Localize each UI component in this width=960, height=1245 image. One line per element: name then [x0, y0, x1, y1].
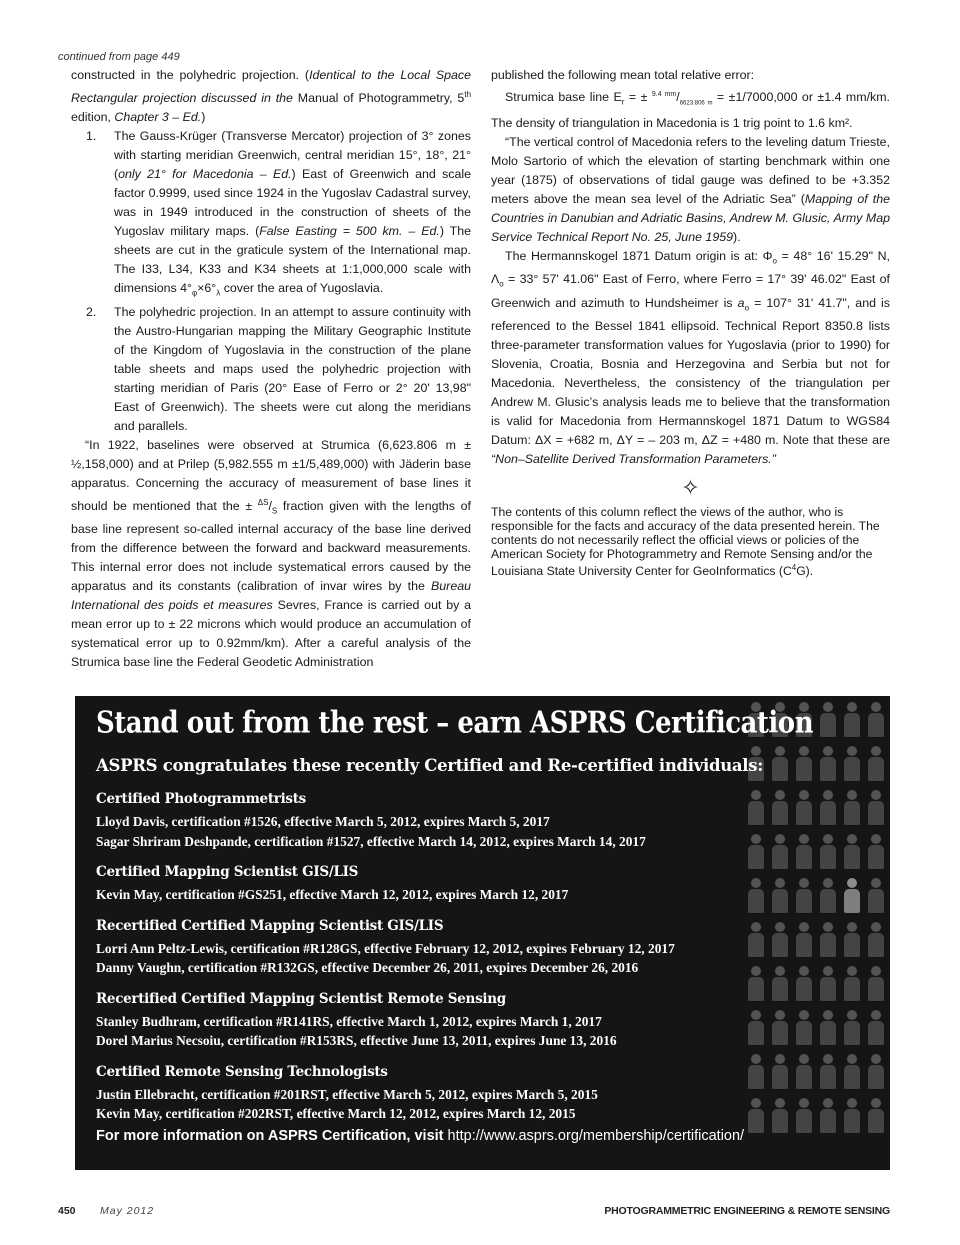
superscript: 9.4 mm: [651, 91, 677, 98]
certified-person: Dorel Marius Necsoiu, certification #R153RS, effective June 13, 2011, expires June 13, 2016: [96, 1033, 617, 1048]
person-silhouette-icon: [864, 1092, 888, 1136]
text-run: ) The sheets are cut in the graticule system of the International map. The I33, L34, K33 and K34 sheets at 1:1,000,000 scale with dimensions 4°: [114, 224, 472, 296]
person-silhouette-icon: [768, 872, 792, 916]
certified-person: Lloyd Davis, certification #1526, effective March 5, 2012, expires March 5, 2017: [96, 814, 550, 829]
list-item: [71, 127, 471, 302]
text-run: = 33° 57' 41.06" East of Ferro, where Ferro = 17° 39' 46.02" East of Greenwich and azimuth to Hundsheimer is: [491, 272, 890, 310]
person-silhouette-icon: [816, 784, 840, 828]
text-run: /: [268, 498, 272, 513]
text-run: Sevres, France is carried out by a mean error up to ± 22 microns which would produce an accumulation of systematical error up to 0.92mm/km). After a careful analysis of the Strumica base line the Federal Geodetic Administration: [71, 598, 471, 670]
banner-subtitle: ASPRS congratulates these recently Certified and Re-certified individuals:: [96, 756, 764, 775]
right-column: [491, 66, 890, 578]
page-number: 450: [58, 1205, 76, 1217]
person-silhouette-icon: [816, 960, 840, 1004]
person-silhouette-icon: [816, 872, 840, 916]
four-point-star-ornament-icon: ✧: [681, 475, 700, 500]
journal-name: PHOTOGRAMMETRIC ENGINEERING & REMOTE SENSING: [604, 1205, 890, 1217]
certification-link[interactable]: http://www.asprs.org/membership/certification/: [447, 1128, 745, 1144]
person-silhouette-icon: [816, 1048, 840, 1092]
person-silhouette-icon: [816, 916, 840, 960]
text-run: ): [201, 110, 206, 125]
text-run: Manual of Photogrammetry, 5: [292, 91, 465, 106]
person-silhouette-icon: [768, 1004, 792, 1048]
cert-group: [96, 917, 756, 978]
paragraph-published: published the following mean total relative error:: [491, 68, 755, 82]
superscript: 4: [791, 563, 797, 572]
left-column: [71, 66, 471, 672]
cert-group: [96, 863, 756, 905]
person-silhouette-icon: [768, 1048, 792, 1092]
cert-group-heading: Recertified Certified Mapping Scientist GIS/LIS: [96, 917, 444, 934]
person-silhouette-icon: [864, 872, 888, 916]
people-silhouette-pattern: [743, 696, 890, 1170]
banner-info: [96, 1128, 744, 1144]
person-silhouette-icon: [840, 1048, 864, 1092]
italic-run: “Non–Satellite Derived Transformation Parameters.”: [491, 452, 776, 466]
text-run: fraction given with the lengths of base line represent so-called internal accuracy of the base line derived from the difference between the forward and backward measurements. This internal error does not include systematical errors caused by the apparatus and its constants (calibration of invar wires by the: [71, 498, 471, 594]
cert-group-heading: Certified Mapping Scientist GIS/LIS: [96, 864, 359, 880]
person-silhouette-icon: [864, 916, 888, 960]
paragraph-strumica: [491, 85, 890, 133]
subscript: o: [744, 303, 750, 312]
superscript: ΔS: [257, 497, 269, 507]
person-silhouette-icon: [792, 960, 816, 1004]
superscript: th: [464, 90, 472, 99]
list-number: 1.: [86, 129, 97, 144]
person-silhouette-icon: [864, 1004, 888, 1048]
subscript: φ: [191, 288, 198, 298]
text-run: The contents of this column reflect the views of the author, who is responsible for the facts and accuracy of the data presented herein. The contents do not necessarily reflect the official views or policies of the American Society for Photogrammetry and Remote Sensing and/or the Louisiana State University Center for GeoInformatics (C: [491, 505, 880, 579]
text-run: G).: [796, 564, 814, 579]
person-silhouette-icon: [816, 1004, 840, 1048]
cert-group-heading: Recertified Certified Mapping Scientist Remote Sensing: [96, 990, 506, 1007]
paragraph-datum: [491, 247, 890, 469]
text-run: The Hermannskogel 1871 Datum origin is at: Φ: [505, 248, 773, 263]
person-silhouette-icon: [792, 1004, 816, 1048]
person-silhouette-icon: [792, 740, 816, 784]
paragraph-intro: [71, 66, 471, 127]
person-silhouette-icon: [840, 916, 864, 960]
person-silhouette-icon: [840, 1092, 864, 1136]
person-silhouette-icon: [864, 696, 888, 740]
certified-person: Sagar Shriram Deshpande, certification #1527, effective March 14, 2012, expires March 14, 2017: [96, 833, 646, 849]
certified-person: Danny Vaughn, certification #R132GS, effective December 26, 2011, expires December 26, 2016: [96, 960, 639, 975]
list-number: 2.: [86, 304, 97, 319]
banner-title: Stand out from the rest – earn ASPRS Certification: [96, 706, 814, 741]
text-run: ×6°: [197, 281, 217, 296]
person-silhouette-icon: [840, 828, 864, 872]
text-run: /: [676, 90, 680, 105]
person-silhouette-icon: [840, 960, 864, 1004]
person-silhouette-icon: [792, 784, 816, 828]
cert-group: [96, 990, 756, 1051]
italic-run: Chapter 3 – Ed.: [114, 110, 202, 125]
text-run: “In 1922, baselines were observed at Strumica (6,623.806 m ± ½,158,000) and at Prilep (5,982.555 m ±1/5,489,000) with Jäderin base apparatus. Concerning the accuracy of measurement of base lines it should be mentioned that the ±: [71, 437, 471, 513]
person-silhouette-icon: [792, 828, 816, 872]
cert-group-heading: Certified Photogrammetrists: [96, 791, 306, 807]
text-run: cover the area of Yugoslavia.: [220, 281, 384, 296]
text-run: edition,: [71, 110, 115, 125]
text-run: The Gauss-Krüger (Transverse Mercator) projection of 3° zones with starting meridian Greenwich, central meridian 15°, 18°, 21° (: [114, 129, 471, 182]
cert-group: [96, 1063, 756, 1124]
person-silhouette-icon: [768, 784, 792, 828]
disclaimer: [491, 505, 890, 578]
person-silhouette-icon: [840, 740, 864, 784]
person-silhouette-icon: [768, 1092, 792, 1136]
paragraph-vertical-control: [491, 133, 890, 247]
italic-run: a: [737, 295, 745, 310]
text-run: The polyhedric projection. In an attempt to assure continuity with the Austro-Hungarian mapping the Military Geographic Institute of the Kingdom of Yugoslavia in the construction of the plane table sheets and maps used the polyhedric projection with starting meridian of Paris (20° Ease of Ferro or 2° 20' 13,98" East of Greenwich). The sheets were cut along the meridians and parallels.: [114, 304, 471, 433]
text-run: Strumica base line E: [505, 90, 622, 105]
certified-person: Lorri Ann Peltz-Lewis, certification #R128GS, effective February 12, 2012, expires February 12, 2017: [96, 940, 675, 956]
text-run: constructed in the polyhedric projection. (: [71, 68, 310, 82]
person-silhouette-icon: [792, 1092, 816, 1136]
person-silhouette-icon: [864, 740, 888, 784]
text-run: “The vertical control of Macedonia refers to the leveling datum Trieste, Molo Sartorio of which the elevation of starting benchmark within one year (1875) of observations of tidal gauge was defined to be +3.352 meters above the mean sea level of the Adriatic Sea” (: [491, 134, 890, 206]
person-silhouette-icon: [840, 872, 864, 916]
person-silhouette-icon: [864, 828, 888, 872]
person-silhouette-icon: [768, 740, 792, 784]
certified-person: Kevin May, certification #GS251, effective March 12, 2012, expires March 12, 2017: [96, 887, 569, 902]
subscript: S: [271, 506, 278, 516]
text-run: ) East of Greenwich and scale factor 0.9999, used since 1924 in the Yugoslav Cadastral survey, was in 1949 introduced in the construction of sheets of the Yugoslav military maps. (: [114, 167, 471, 239]
person-silhouette-icon: [768, 916, 792, 960]
subscript: λ: [216, 288, 221, 298]
subscript: o: [499, 279, 504, 289]
text-run: = ±: [624, 90, 652, 105]
issue-date: May 2012: [100, 1205, 155, 1217]
italic-run: Identical to the Local Space Rectangular projection discussed in the: [71, 68, 472, 106]
person-silhouette-icon: [816, 1092, 840, 1136]
cert-group: [96, 790, 756, 851]
text-run: = 48° 16' 15.29" N, Λ: [491, 248, 890, 287]
person-silhouette-icon: [768, 828, 792, 872]
person-silhouette-icon: [816, 740, 840, 784]
list-item: [71, 303, 471, 436]
italic-run: Bureau International des poids et measures: [71, 579, 471, 613]
person-silhouette-icon: [792, 916, 816, 960]
numbered-list: [71, 127, 471, 435]
text-run: ).: [733, 229, 741, 244]
person-silhouette-icon: [840, 1004, 864, 1048]
italic-run: Mapping of the Countries in Danubian and Adriatic Basins, Andrew M. Glusic, Army Map Service Technical Report No. 25, June 1959: [491, 191, 890, 244]
asprs-certification-banner: [75, 696, 890, 1170]
info-label: For more information on ASPRS Certification, visit: [96, 1128, 448, 1144]
person-silhouette-icon: [864, 1048, 888, 1092]
italic-run: False Easting = 500 km. – Ed.: [259, 224, 440, 239]
subscript: r: [621, 97, 625, 107]
certification-list: [96, 790, 756, 1136]
text-run: = ±1/7000,000 or ±1.4 mm/km. The density of triangulation in Macedonia is 1 trig point to 1.6 km².: [491, 90, 890, 130]
certified-person: Stanley Budhram, certification #R141RS, effective March 1, 2012, expires March 1, 2017: [96, 1013, 602, 1029]
subscript: o: [772, 256, 777, 266]
cert-group-heading: Certified Remote Sensing Technologists: [96, 1063, 388, 1080]
person-silhouette-icon: [840, 784, 864, 828]
italic-run: only 21° for Macedonia – Ed.: [118, 167, 292, 182]
certified-person: Kevin May, certification #202RST, effective March 12, 2012, expires March 12, 2015: [96, 1106, 576, 1121]
paragraph-baselines: [71, 436, 471, 673]
person-silhouette-icon: [792, 1048, 816, 1092]
person-silhouette-icon: [816, 696, 840, 740]
person-silhouette-icon: [792, 872, 816, 916]
person-silhouette-icon: [864, 960, 888, 1004]
person-silhouette-icon: [864, 784, 888, 828]
certified-person: Justin Ellebracht, certification #201RST, effective March 5, 2012, expires March 5, 2015: [96, 1086, 598, 1102]
continued-from-note: continued from page 449: [58, 51, 180, 63]
person-silhouette-icon: [816, 828, 840, 872]
person-silhouette-icon: [768, 960, 792, 1004]
subscript: 6623.806 m: [679, 100, 713, 107]
text-run: = 107° 31' 41.7", and is referenced to the Bessel 1841 ellipsoid. Technical Report 8350.8 lists three-parameter transformation values for Yugoslavia (prior to 1990) for Slovenia, Croatia, Bosnia and Herzegovina and Serbia but not for Macedonia. Nevertheless, the consistency of the triangulation per Andrew M. Glusic’s analysis leads me to believe that the transformation is valid for Macedonia from Hermannskogel 1871 Datum to WGS84 Datum: ΔX = +682 m, ΔY = – 203 m, ΔZ = +480 m. Note that these are: [491, 295, 890, 447]
person-silhouette-icon: [840, 696, 864, 740]
